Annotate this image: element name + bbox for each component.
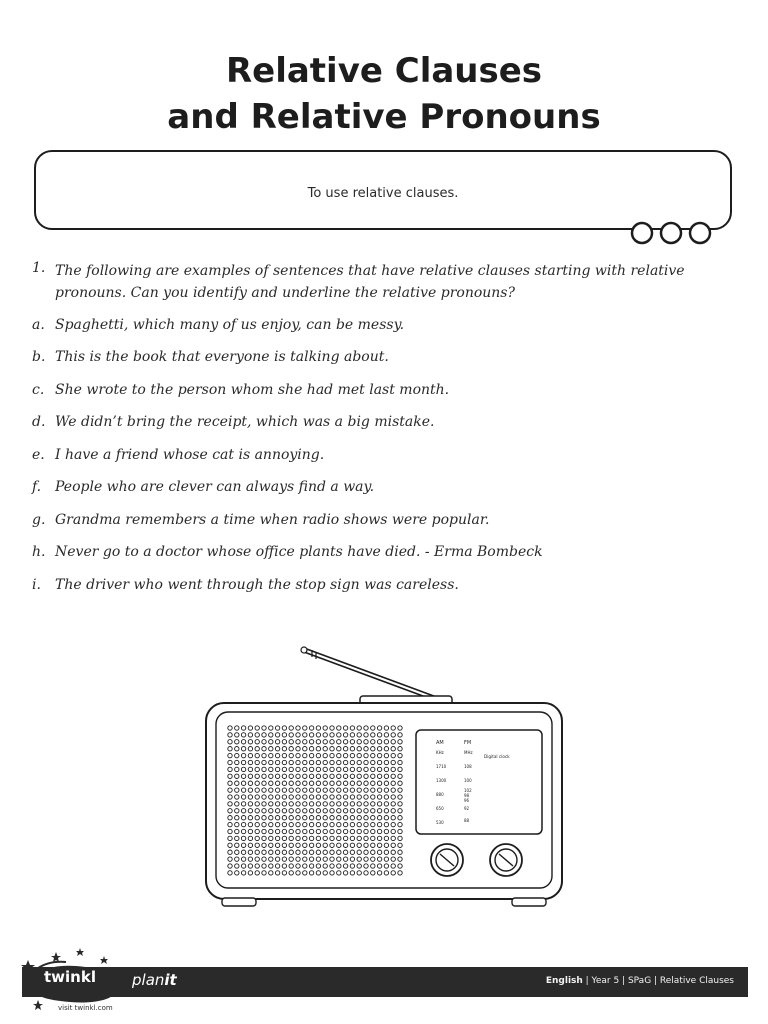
learning-objective-box [34,150,732,230]
question-1 [32,260,732,304]
visit-link-text: visit twinkl.com [58,1004,113,1012]
volume-knob [490,844,522,876]
item-marker: i. [32,576,41,593]
title-line-2: and Relative Pronouns [167,97,601,137]
item-marker: f. [32,479,42,495]
digital-clock-label: Digital clock [484,754,510,759]
fm-scale-mark: 96 [464,798,470,803]
list-item [32,379,732,402]
am-scale-mark: 530 [436,820,444,825]
list-item [32,444,732,467]
item-sentence: Never go to a doctor whose office plants have died. - Erma Bombeck [55,544,543,560]
item-sentence: We didn’t bring the receipt, which was a big mistake. [55,414,435,430]
item-marker: b. [32,349,46,365]
fm-scale-mark: 88 [464,818,470,823]
unit-khz-label: KHz [436,750,444,755]
unit-mhz-label: MHz [464,750,473,755]
fm-scale-mark: 92 [464,806,470,811]
tuning-knob [431,844,463,876]
list-item [32,314,732,337]
question-text: The following are examples of sentences that have relative clauses starting with relative pronouns. Can you identify and underline the relative pronouns? [55,263,685,301]
band-am-label: AM [436,740,444,746]
item-marker: g. [32,511,46,528]
item-sentence: The driver who went through the stop sign was careless. [55,576,459,593]
footer-subject: English [545,976,583,986]
band-fm-label: FM [464,740,472,746]
planit-prefix: plan [132,971,165,989]
footer-breadcrumb [546,976,734,986]
list-item [32,509,732,532]
item-marker: c. [32,381,45,398]
list-item [32,346,732,369]
list-item [32,541,732,564]
item-sentence: I have a friend whose cat is annoying. [55,446,325,463]
item-marker: e. [32,446,45,463]
radio-illustration [200,640,570,910]
twinkl-wordmark: twinkl [44,968,96,986]
title-line-1: Relative Clauses [225,51,543,91]
am-scale-mark: 880 [436,792,444,797]
list-item [32,411,732,434]
am-scale-mark: 650 [436,806,444,811]
item-marker: a. [32,316,45,333]
decorative-dots [628,220,716,248]
fm-scale-mark: 102 [464,788,472,793]
fm-scale-mark: 100 [464,778,472,783]
question-number: 1. [32,260,46,276]
planit-wordmark [132,971,177,989]
item-sentence: Spaghetti, which many of us enjoy, can be messy. [55,316,405,333]
item-sentence: This is the book that everyone is talking about. [55,349,389,365]
am-scale-mark: 1710 [436,764,447,769]
footer-bar [22,967,748,997]
item-sentence: Grandma remembers a time when radio shows were popular. [55,511,490,528]
footer-path: | Year 5 | SPaG | Relative Clauses [582,976,734,986]
fm-scale-mark: 98 [464,793,470,798]
question-list [32,260,732,597]
fm-scale-mark: 108 [464,764,472,769]
item-sentence: People who are clever can always find a way. [55,479,375,495]
planit-suffix: it [164,971,177,989]
page-title [0,48,768,140]
item-marker: h. [32,544,46,560]
list-item [32,574,732,597]
am-scale-mark: 1300 [436,778,447,783]
list-item [32,476,732,499]
learning-objective-text: To use relative clauses. [307,186,459,201]
item-marker: d. [32,414,46,430]
item-sentence: She wrote to the person whom she had met last month. [55,381,450,398]
